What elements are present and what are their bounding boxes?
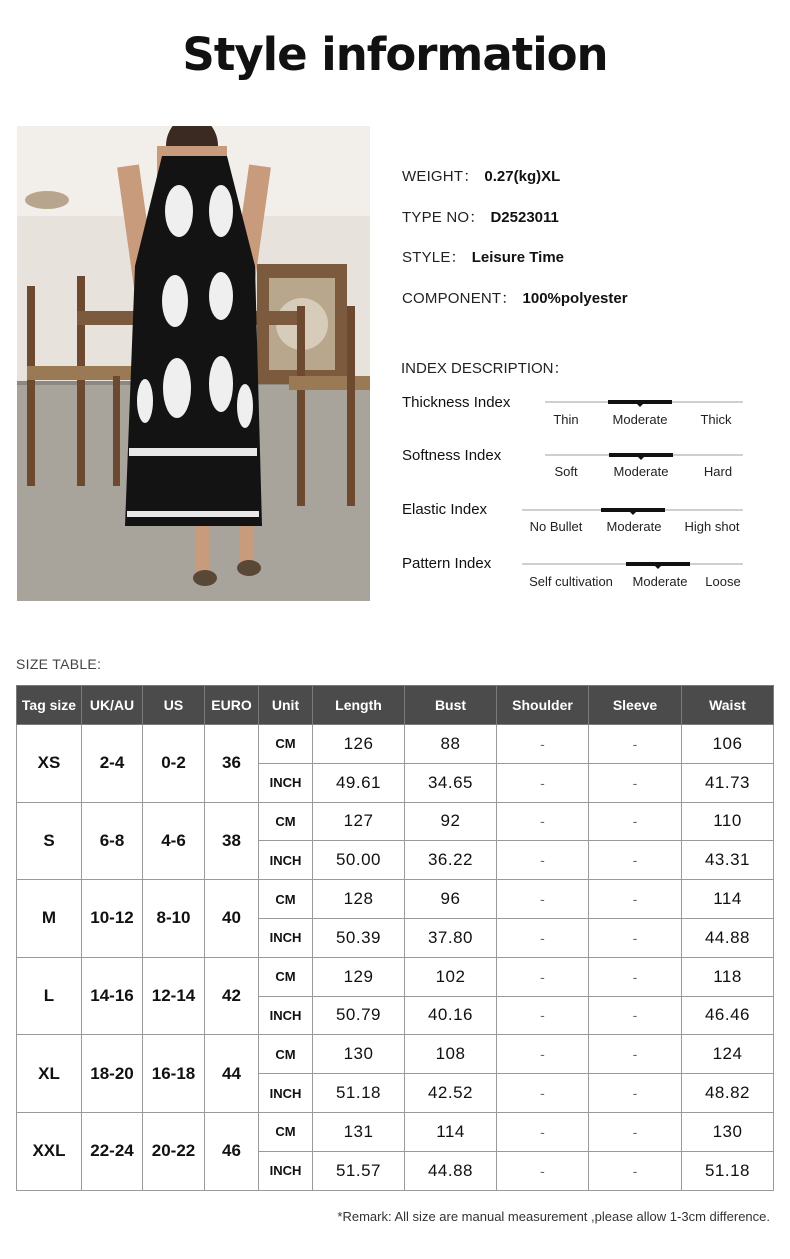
shoulder-cell: - — [497, 1151, 589, 1190]
pattern-label-mid: Moderate — [632, 574, 688, 589]
us-cell: 4-6 — [143, 802, 205, 880]
shoulder-cell: - — [497, 1035, 589, 1074]
sleeve-cell: - — [589, 996, 682, 1035]
tag-size-cell: S — [17, 802, 82, 880]
us-cell: 0-2 — [143, 725, 205, 803]
header-euro: EURO — [205, 686, 259, 725]
elastic-label-low: No Bullet — [529, 519, 583, 534]
softness-label-low: Soft — [554, 464, 578, 479]
header-length: Length — [313, 686, 405, 725]
bust-cell: 40.16 — [405, 996, 497, 1035]
unit-cell: CM — [259, 1112, 313, 1151]
sleeve-cell: - — [589, 1112, 682, 1151]
softness-label-high: Hard — [703, 464, 733, 479]
thickness-index-marker — [608, 400, 672, 404]
softness-index-name: Softness Index — [402, 447, 502, 464]
sleeve-cell: - — [589, 1035, 682, 1074]
elastic-index-name: Elastic Index — [402, 501, 488, 518]
elastic-label-high: High shot — [684, 519, 740, 534]
header-shoulder: Shoulder — [497, 686, 589, 725]
waist-cell: 106 — [682, 725, 774, 764]
sleeve-cell: - — [589, 880, 682, 919]
spec-type-no — [402, 206, 559, 227]
spec-weight-key: WEIGHT： — [402, 168, 479, 185]
header-sleeve: Sleeve — [589, 686, 682, 725]
unit-cell: CM — [259, 957, 313, 996]
size-row-xxl-cm — [17, 1112, 774, 1151]
shoulder-cell: - — [497, 918, 589, 957]
spec-type-no-key: TYPE NO： — [402, 209, 485, 226]
shoulder-cell: - — [497, 880, 589, 919]
sleeve-cell: - — [589, 918, 682, 957]
length-cell: 50.00 — [313, 841, 405, 880]
bust-cell: 37.80 — [405, 918, 497, 957]
euro-cell: 36 — [205, 725, 259, 803]
euro-cell: 44 — [205, 1035, 259, 1113]
shoulder-cell: - — [497, 957, 589, 996]
waist-cell: 41.73 — [682, 763, 774, 802]
unit-cell: INCH — [259, 918, 313, 957]
shoulder-cell: - — [497, 841, 589, 880]
size-row-l-cm — [17, 957, 774, 996]
unit-cell: INCH — [259, 841, 313, 880]
header-waist: Waist — [682, 686, 774, 725]
shoulder-cell: - — [497, 802, 589, 841]
size-row-s-cm — [17, 802, 774, 841]
waist-cell: 110 — [682, 802, 774, 841]
tag-size-cell: XL — [17, 1035, 82, 1113]
unit-cell: CM — [259, 880, 313, 919]
elastic-index-marker — [601, 508, 665, 512]
unit-cell: CM — [259, 802, 313, 841]
header-bust: Bust — [405, 686, 497, 725]
waist-cell: 51.18 — [682, 1151, 774, 1190]
length-cell: 131 — [313, 1112, 405, 1151]
unit-cell: INCH — [259, 996, 313, 1035]
unit-cell: INCH — [259, 763, 313, 802]
size-table-header-row — [17, 686, 774, 725]
euro-cell: 38 — [205, 802, 259, 880]
pattern-index-marker — [626, 562, 690, 566]
thickness-label-high: Thick — [700, 412, 732, 427]
waist-cell: 46.46 — [682, 996, 774, 1035]
bust-cell: 34.65 — [405, 763, 497, 802]
bust-cell: 114 — [405, 1112, 497, 1151]
page-title: Style information — [182, 28, 608, 81]
bust-cell: 96 — [405, 880, 497, 919]
pattern-label-low: Self cultivation — [529, 574, 613, 589]
unit-cell: INCH — [259, 1151, 313, 1190]
spec-weight — [402, 165, 560, 186]
length-cell: 126 — [313, 725, 405, 764]
bust-cell: 88 — [405, 725, 497, 764]
pattern-label-high: Loose — [705, 574, 741, 589]
waist-cell: 130 — [682, 1112, 774, 1151]
waist-cell: 48.82 — [682, 1074, 774, 1113]
header-unit: Unit — [259, 686, 313, 725]
waist-cell: 44.88 — [682, 918, 774, 957]
length-cell: 49.61 — [313, 763, 405, 802]
euro-cell: 40 — [205, 880, 259, 958]
spec-style-value: Leisure Time — [471, 249, 564, 266]
product-photo — [17, 126, 370, 601]
length-cell: 50.39 — [313, 918, 405, 957]
bust-cell: 102 — [405, 957, 497, 996]
softness-label-mid: Moderate — [613, 464, 669, 479]
length-cell: 50.79 — [313, 996, 405, 1035]
uk-au-cell: 10-12 — [82, 880, 143, 958]
us-cell: 20-22 — [143, 1112, 205, 1190]
us-cell: 12-14 — [143, 957, 205, 1035]
sleeve-cell: - — [589, 725, 682, 764]
thickness-label-mid: Moderate — [612, 412, 668, 427]
spec-type-no-value: D2523011 — [490, 209, 559, 226]
header-us: US — [143, 686, 205, 725]
size-row-m-cm — [17, 880, 774, 919]
remark-note: *Remark: All size are manual measurement ,please allow 1-3cm difference. — [337, 1209, 770, 1224]
header-uk-au: UK/AU — [82, 686, 143, 725]
length-cell: 129 — [313, 957, 405, 996]
uk-au-cell: 6-8 — [82, 802, 143, 880]
waist-cell: 114 — [682, 880, 774, 919]
thickness-label-low: Thin — [553, 412, 579, 427]
spec-style-key: STYLE： — [402, 249, 466, 266]
uk-au-cell: 18-20 — [82, 1035, 143, 1113]
spec-component-key: COMPONENT： — [402, 290, 517, 307]
tag-size-cell: L — [17, 957, 82, 1035]
waist-cell: 124 — [682, 1035, 774, 1074]
spec-component-value: 100%polyester — [522, 290, 628, 307]
length-cell: 128 — [313, 880, 405, 919]
elastic-label-mid: Moderate — [606, 519, 662, 534]
bust-cell: 92 — [405, 802, 497, 841]
spec-style — [402, 246, 564, 267]
shoulder-cell: - — [497, 1074, 589, 1113]
shoulder-cell: - — [497, 1112, 589, 1151]
size-row-xs-cm — [17, 725, 774, 764]
shoulder-cell: - — [497, 725, 589, 764]
bust-cell: 44.88 — [405, 1151, 497, 1190]
softness-index-marker — [609, 453, 673, 457]
sleeve-cell: - — [589, 763, 682, 802]
uk-au-cell: 22-24 — [82, 1112, 143, 1190]
uk-au-cell: 14-16 — [82, 957, 143, 1035]
spec-weight-value: 0.27(kg)XL — [484, 168, 561, 185]
us-cell: 8-10 — [143, 880, 205, 958]
length-cell: 130 — [313, 1035, 405, 1074]
euro-cell: 42 — [205, 957, 259, 1035]
waist-cell: 43.31 — [682, 841, 774, 880]
us-cell: 16-18 — [143, 1035, 205, 1113]
sleeve-cell: - — [589, 1151, 682, 1190]
unit-cell: CM — [259, 725, 313, 764]
length-cell: 51.18 — [313, 1074, 405, 1113]
bust-cell: 108 — [405, 1035, 497, 1074]
euro-cell: 46 — [205, 1112, 259, 1190]
bust-cell: 36.22 — [405, 841, 497, 880]
header-tag-size: Tag size — [17, 686, 82, 725]
length-cell: 127 — [313, 802, 405, 841]
length-cell: 51.57 — [313, 1151, 405, 1190]
sleeve-cell: - — [589, 802, 682, 841]
sleeve-cell: - — [589, 841, 682, 880]
uk-au-cell: 2-4 — [82, 725, 143, 803]
unit-cell: CM — [259, 1035, 313, 1074]
shoulder-cell: - — [497, 996, 589, 1035]
tag-size-cell: XXL — [17, 1112, 82, 1190]
unit-cell: INCH — [259, 1074, 313, 1113]
sleeve-cell: - — [589, 1074, 682, 1113]
size-row-xl-cm — [17, 1035, 774, 1074]
waist-cell: 118 — [682, 957, 774, 996]
thickness-index-name: Thickness Index — [402, 394, 511, 411]
index-description-heading: INDEX DESCRIPTION： — [401, 360, 569, 377]
shoulder-cell: - — [497, 763, 589, 802]
bust-cell: 42.52 — [405, 1074, 497, 1113]
tag-size-cell: XS — [17, 725, 82, 803]
spec-component — [402, 287, 628, 308]
size-table-heading: SIZE TABLE: — [16, 656, 102, 672]
size-table — [16, 685, 774, 1191]
pattern-index-name: Pattern Index — [402, 555, 492, 572]
tag-size-cell: M — [17, 880, 82, 958]
sleeve-cell: - — [589, 957, 682, 996]
